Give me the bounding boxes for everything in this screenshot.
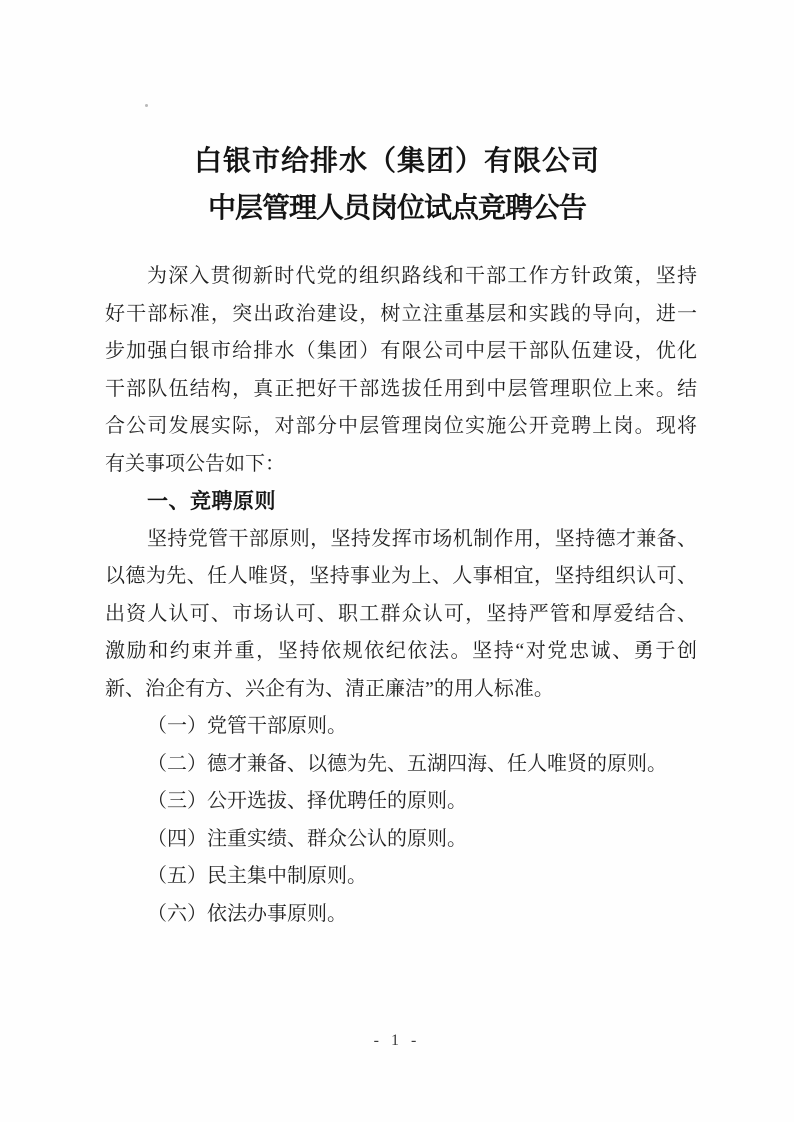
paragraph-line: 坚持党管干部原则，坚持发挥市场机制作用，坚持德才兼备、 bbox=[147, 527, 697, 550]
scan-speck bbox=[145, 104, 148, 107]
section-heading: 一、竞聘原则 bbox=[147, 490, 276, 513]
paragraph-line: 合公司发展实际，对部分中层管理岗位实施公开竞聘上岗。现将 bbox=[105, 415, 697, 437]
list-item: （五）民主集中制原则。 bbox=[147, 865, 367, 887]
document-title bbox=[0, 0, 794, 232]
page-footer bbox=[0, 1032, 794, 1050]
paragraph-line: 有关事项公告如下： bbox=[105, 452, 285, 475]
intro-paragraph bbox=[105, 258, 697, 483]
page-number: - 1 - bbox=[373, 1032, 421, 1049]
paragraph-line: 好干部标准，突出政治建设，树立注重基层和实践的导向，进一 bbox=[105, 302, 697, 325]
principles-paragraph bbox=[105, 521, 697, 709]
document-body bbox=[105, 258, 697, 933]
paragraph-line: 为深入贯彻新时代党的组织路线和干部工作方针政策，坚持 bbox=[147, 265, 697, 287]
principles-list bbox=[105, 708, 697, 933]
paragraph-line: 出资人认可、市场认可、职工群众认可，坚持严管和厚爱结合、 bbox=[105, 602, 697, 625]
list-item: （四）注重实绩、群众公认的原则。 bbox=[147, 827, 467, 850]
paragraph-line: 步加强白银市给排水（集团）有限公司中层干部队伍建设，优化 bbox=[105, 340, 697, 362]
list-item: （一）党管干部原则。 bbox=[147, 715, 347, 737]
paragraph-line: 以德为先、任人唯贤，坚持事业为上、人事相宜，坚持组织认可、 bbox=[105, 565, 697, 587]
paragraph-line: 干部队伍结构，真正把好干部选拔任用到中层管理职位上来。结 bbox=[105, 377, 697, 400]
list-item: （六）依法办事原则。 bbox=[147, 902, 347, 925]
title-line: 白银市给排水（集团）有限公司 bbox=[193, 146, 600, 177]
list-item: （二）德才兼备、以德为先、五湖四海、任人唯贤的原则。 bbox=[147, 752, 667, 775]
paragraph-line: 激励和约束并重，坚持依规依纪依法。坚持“对党忠诚、勇于创 bbox=[105, 640, 697, 662]
title-line: 中层管理人员岗位试点竞聘公告 bbox=[207, 193, 586, 224]
paragraph-line: 新、治企有方、兴企有为、清正廉洁”的用人标准。 bbox=[105, 677, 554, 700]
list-item: （三）公开选拔、择优聘任的原则。 bbox=[147, 790, 467, 812]
